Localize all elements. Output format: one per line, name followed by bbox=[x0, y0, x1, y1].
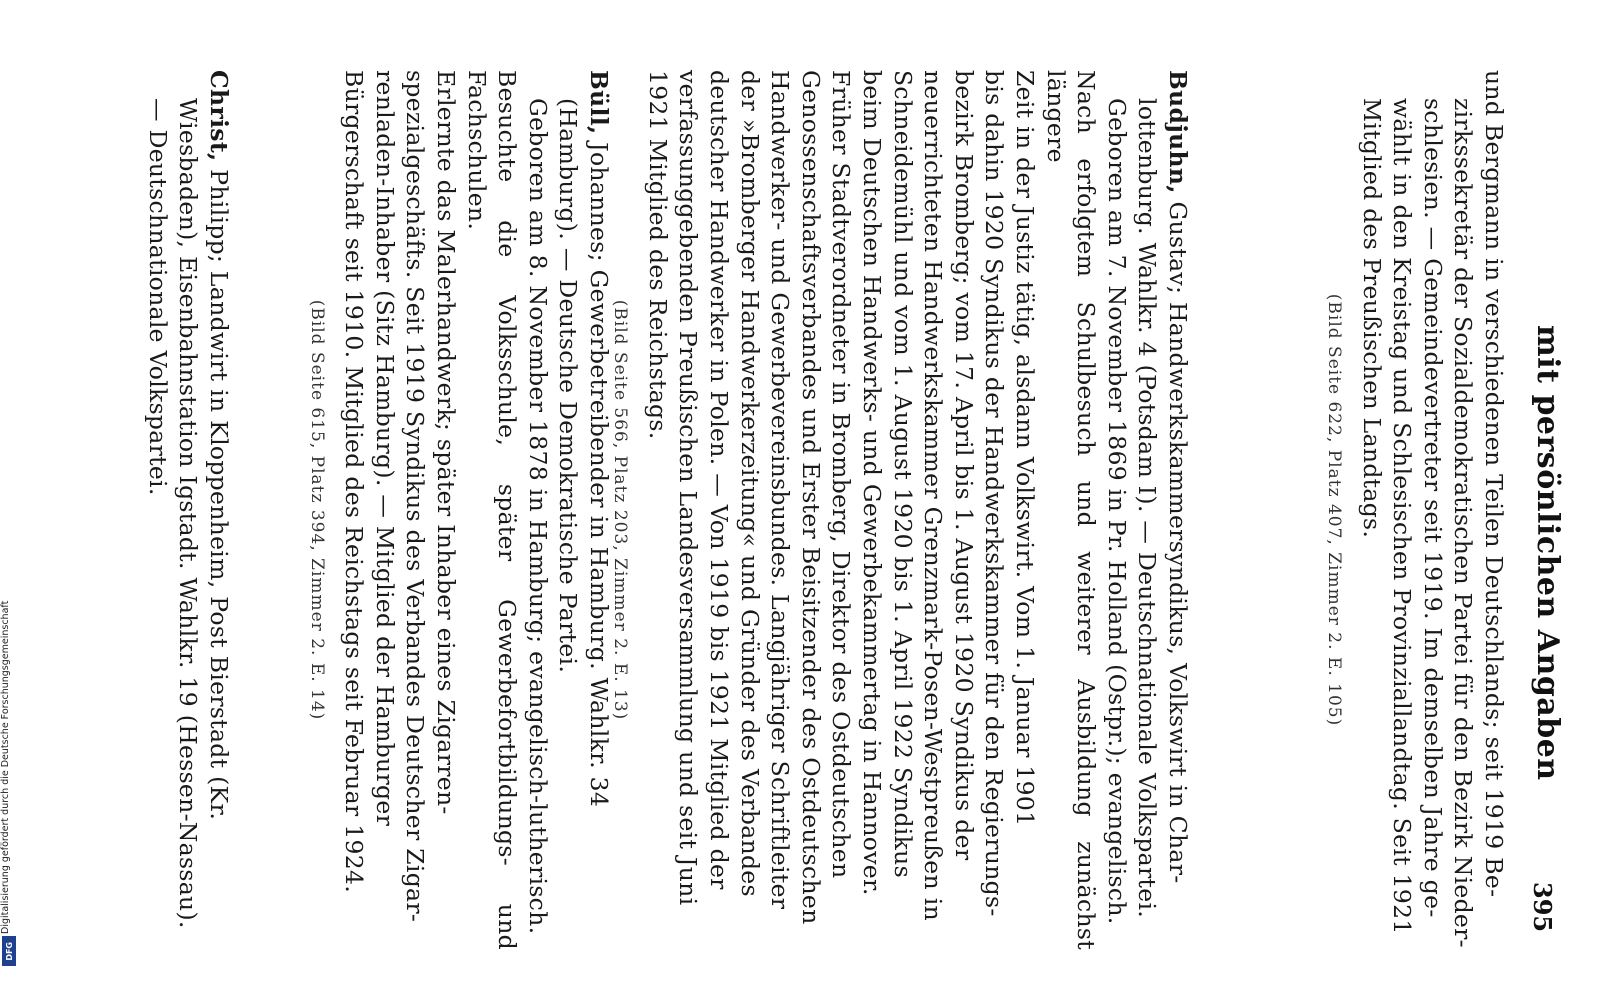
text-line: Wiesbaden), Eisenbahnstation Igstadt. Wahlkr. 19 (Hessen-Nassau). bbox=[174, 98, 203, 929]
text-line: Früher Stadtverordneter in Bromberg, Direktor des Ostdeutschen bbox=[827, 70, 856, 879]
text-line: renladen-Inhaber (Sitz Hamburg). — Mitglied der Hamburger bbox=[370, 70, 399, 827]
text-line: spezialgeschäfts. Seit 1919 Syndikus des Verbandes Deutscher Zigar- bbox=[401, 70, 430, 923]
text-line: wählt in den Kreistag und Schlesischen Provinziallandtag. Seit 1921 bbox=[1388, 98, 1417, 935]
text-line: — Deutschnationale Volkspartei. bbox=[143, 98, 172, 496]
text-line: schlesien. — Gemeindevertreter seit 1919. Im demselben Jahre ge- bbox=[1418, 98, 1447, 918]
text-line: verfassunggebenden Preußischen Landesversammlung und seit Juni bbox=[674, 70, 703, 906]
text-line: neuerrichteten Handwerkskammer Grenzmark-Posen-Westpreußen in bbox=[919, 70, 948, 921]
text-line: zirkssekretär der Sozialdemokratischen Partei für den Bezirk Nieder- bbox=[1449, 98, 1478, 948]
text-line: beim Deutschen Handwerks- und Gewerbekammertag in Hannover. bbox=[858, 70, 887, 896]
text-line: (Hamburg). — Deutsche Demokratische Partei. bbox=[554, 98, 583, 674]
text-line: Handwerker- und Gewerbevereinsbundes. Langjähriger Schriftleiter bbox=[766, 70, 795, 910]
entry-name: Christ, bbox=[205, 70, 233, 162]
text-line: Nach erfolgtem Schulbesuch und weiterer Ausbildung zunächst längere bbox=[1041, 70, 1101, 950]
text-line: Philipp; Landwirt in Kloppenheim, Post Bierstadt (Kr. bbox=[205, 169, 233, 821]
text-line: Bürgerschaft seit 1910. Mitglied des Reichstags seit Februar 1924. bbox=[340, 70, 369, 893]
entry-continuation bbox=[1322, 70, 1509, 950]
text-line: Gustav; Handwerkskammersyndikus, Volkswirt in Char- bbox=[1164, 201, 1192, 884]
entry-name: Budjuhn, bbox=[1164, 70, 1192, 194]
entry-name: Büll, bbox=[585, 70, 613, 135]
text-line: lottenburg. Wahlkr. 4 (Potsdam I). — Deutschnationale Volkspartei. bbox=[1133, 98, 1162, 919]
text-line: deutscher Handwerker in Polen. — Von 1919 bis 1921 Mitglied der bbox=[705, 70, 734, 890]
entry-reference: (Bild Seite 622, Platz 407, Zimmer 2. E. 105) bbox=[1324, 293, 1345, 727]
text-line: Mitglied des Preußischen Landtags. bbox=[1357, 98, 1386, 539]
text-line: und Bergmann in verschiedenen Teilen Deutschlands; seit 1919 Be- bbox=[1480, 70, 1508, 898]
text-line: bezirk Bromberg; vom 17. April bis 1. August 1920 Syndikus der bbox=[949, 70, 978, 861]
text-line: Zeit in der Justiz tätig, alsdann Volkswirt. Vom 1. Januar 1901 bbox=[1011, 70, 1040, 827]
running-header: mit persönlichen Angaben bbox=[1530, 325, 1565, 781]
text-line: Schneidemühl und vom 1. August 1920 bis 1. April 1922 Syndikus bbox=[888, 70, 917, 878]
entry-christ bbox=[142, 70, 234, 950]
digitization-credit: Digitalisierung gefördert durch die Deutsche Forschungsgemeinschaft bbox=[0, 600, 11, 934]
entry-reference: (Bild Seite 615, Platz 394, Zimmer 2. E. 14) bbox=[306, 299, 327, 721]
page-number: 395 bbox=[1528, 882, 1557, 933]
text-line: Genossenschaftsverbandes und Erster Beisitzender des Ostdeutschen bbox=[796, 70, 825, 925]
dfg-logo: DFG bbox=[2, 936, 16, 966]
text-line: Johannes; Gewerbetreibender in Hamburg. Wahlkr. 34 bbox=[585, 142, 613, 808]
text-line: Geboren am 8. November 1878 in Hamburg; evangelisch-lutherisch. bbox=[523, 98, 552, 935]
text-line: 1921 Mitglied des Reichstags. bbox=[643, 70, 672, 440]
text-line: der »Bromberger Handwerkerzeitung« und Gründer des Verbandes bbox=[735, 70, 764, 897]
entry-buell bbox=[305, 70, 614, 950]
text-line: bis dahin 1920 Syndikus der Handwerkskammer für den Regierungs- bbox=[980, 70, 1009, 917]
entry-reference: (Bild Seite 566, Platz 203, Zimmer 2. E. 13) bbox=[610, 299, 631, 721]
entry-budjuhn bbox=[608, 70, 1193, 950]
text-line: Geboren am 7. November 1869 in Pr. Holland (Ostpr.); evangelisch. bbox=[1102, 98, 1131, 925]
text-line: Erlernte das Malerhandwerk; später Inhaber eines Zigarren- bbox=[432, 70, 461, 815]
text-line: Besuchte die Volksschule, später Gewerbefortbildungs- und Fachschulen. bbox=[462, 70, 522, 950]
